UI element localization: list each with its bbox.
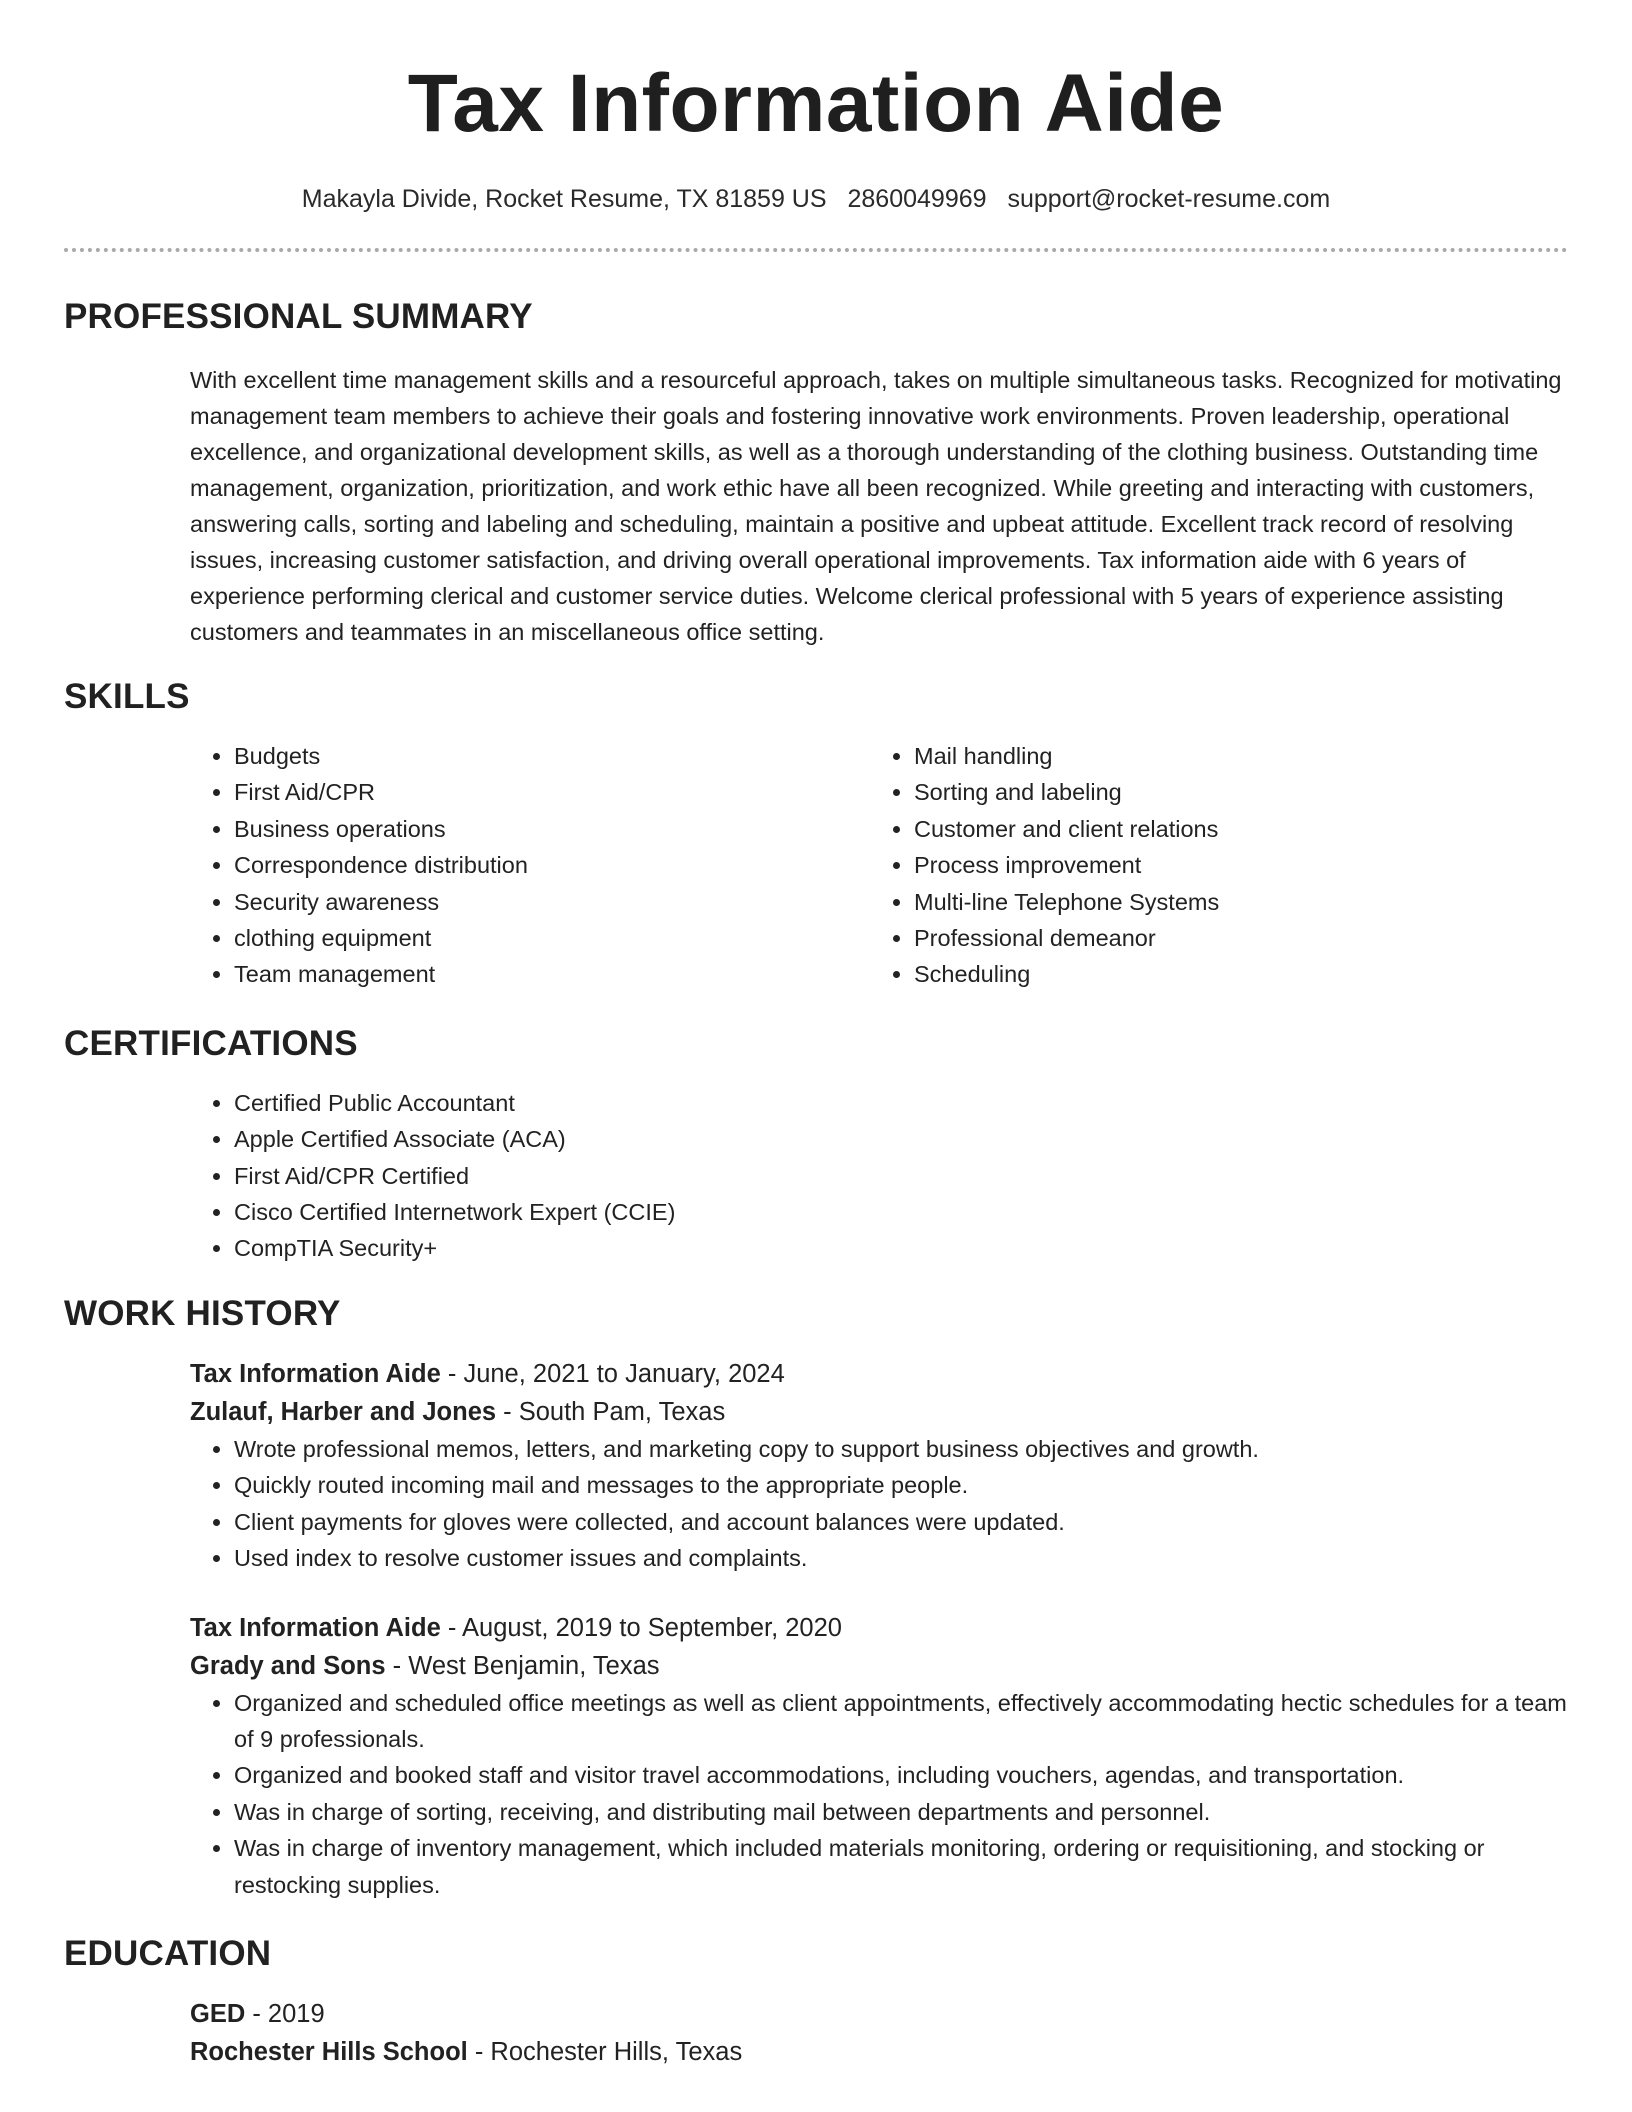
education-degree: GED [190, 1999, 246, 2028]
skill-item: • First Aid/CPR [234, 774, 870, 810]
certification-item: • Apple Certified Associate (ACA) [234, 1121, 1568, 1157]
job-entry [190, 1355, 1568, 1577]
skills-list-left [190, 738, 870, 993]
certifications-section [64, 1085, 1568, 1267]
education-heading: EDUCATION [64, 1933, 272, 1973]
job-role: Tax Information Aide [190, 1359, 441, 1388]
education-school: Rochester Hills School [190, 2037, 468, 2066]
header-divider [64, 248, 1568, 252]
job-company-line [190, 1647, 1568, 1685]
certifications-heading: CERTIFICATIONS [64, 1023, 358, 1063]
certification-item: • Certified Public Accountant [234, 1085, 1568, 1121]
skill-item: • clothing equipment [234, 920, 870, 956]
job-dates: - June, 2021 to January, 2024 [440, 1359, 785, 1388]
summary-heading: PROFESSIONAL SUMMARY [64, 297, 533, 336]
skill-item: • Sorting and labeling [914, 774, 1550, 810]
contact-phone: 2860049969 [847, 185, 987, 213]
education-degree-line [190, 1995, 1568, 2033]
job-duty-item: • Organized and booked staff and visitor travel accommodations, including vouchers, agendas, and transportation. [234, 1757, 1568, 1793]
education-section [64, 1995, 1568, 2071]
job-duty-item: • Quickly routed incoming mail and messages to the appropriate people. [234, 1467, 1568, 1503]
job-duty-item: • Was in charge of sorting, receiving, and distributing mail between departments and personnel. [234, 1794, 1568, 1830]
contact-email: support@rocket-resume.com [1007, 185, 1331, 213]
job-duty-item: • Client payments for gloves were collected, and account balances were updated. [234, 1504, 1568, 1540]
skill-item: • Multi-line Telephone Systems [914, 884, 1550, 920]
certification-item: • Cisco Certified Internetwork Expert (CCIE) [234, 1194, 1568, 1230]
skills-section [64, 738, 1568, 993]
skills-column-left [190, 738, 870, 993]
education-location: - Rochester Hills, Texas [467, 2037, 743, 2066]
education-school-line [190, 2033, 1568, 2071]
job-duties-list [190, 1685, 1568, 1903]
summary-text: With excellent time management skills and a resourceful approach, takes on multiple simultaneous tasks. Recognized for motivating management team members to achieve their goals and fostering innovative work environments. Proven leadership, operational excellence, and organizational development skills, as well as a thorough understanding of the clothing business. Outstanding time management, organization, prioritization, and work ethic have all been recognized. While greeting and interacting with customers, answering calls, sorting and labeling and scheduling, maintain a positive and upbeat attitude. Excellent track record of resolving issues, increasing customer satisfaction, and driving overall operational improvements. Tax information aide with 6 years of experience performing clerical and customer service duties. Welcome clerical professional with 5 years of experience assisting customers and teammates in an miscellaneous office setting. [190, 367, 1562, 645]
education-year: - 2019 [245, 1999, 325, 2028]
job-company: Grady and Sons [190, 1651, 386, 1680]
skill-item: • Business operations [234, 811, 870, 847]
skills-heading: SKILLS [64, 677, 190, 716]
skill-item: • Scheduling [914, 956, 1550, 992]
job-title-line [190, 1355, 1568, 1393]
job-company-line [190, 1393, 1568, 1431]
job-location: - South Pam, Texas [496, 1397, 726, 1426]
contact-line [64, 184, 1568, 214]
job-duty-item: • Wrote professional memos, letters, and marketing copy to support business objectives and growth. [234, 1431, 1568, 1467]
job-duty-item: • Used index to resolve customer issues and complaints. [234, 1540, 1568, 1576]
work-history-section [64, 1355, 1568, 1903]
skill-item: • Mail handling [914, 738, 1550, 774]
job-role: Tax Information Aide [190, 1613, 441, 1642]
job-title-line [190, 1609, 1568, 1647]
certifications-list [190, 1085, 1568, 1267]
certification-item: • First Aid/CPR Certified [234, 1158, 1568, 1194]
skill-item: • Process improvement [914, 847, 1550, 883]
job-duty-item: • Organized and scheduled office meetings as well as client appointments, effectively accommodating hectic schedules for a team of 9 professionals. [234, 1685, 1568, 1758]
candidate-name: Tax Information Aide [407, 58, 1225, 149]
job-duties-list [190, 1431, 1568, 1577]
contact-address: Makayla Divide, Rocket Resume, TX 81859 US [301, 185, 827, 213]
certification-item: • CompTIA Security+ [234, 1230, 1568, 1266]
job-entry [190, 1609, 1568, 1903]
skill-item: • Customer and client relations [914, 811, 1550, 847]
job-duty-item: • Was in charge of inventory management, which included materials monitoring, ordering or requisitioning, and stocking or restocking supplies. [234, 1830, 1568, 1903]
job-company: Zulauf, Harber and Jones [190, 1397, 497, 1426]
job-dates: - August, 2019 to September, 2020 [440, 1613, 842, 1642]
skills-column-right [870, 738, 1550, 993]
job-location: - West Benjamin, Texas [385, 1651, 660, 1680]
skill-item: • Correspondence distribution [234, 847, 870, 883]
work-history-heading: WORK HISTORY [64, 1293, 341, 1333]
skill-item: • Budgets [234, 738, 870, 774]
skill-item: • Security awareness [234, 884, 870, 920]
skills-list-right [870, 738, 1550, 993]
skill-item: • Professional demeanor [914, 920, 1550, 956]
skill-item: • Team management [234, 956, 870, 992]
summary-section [64, 362, 1568, 650]
